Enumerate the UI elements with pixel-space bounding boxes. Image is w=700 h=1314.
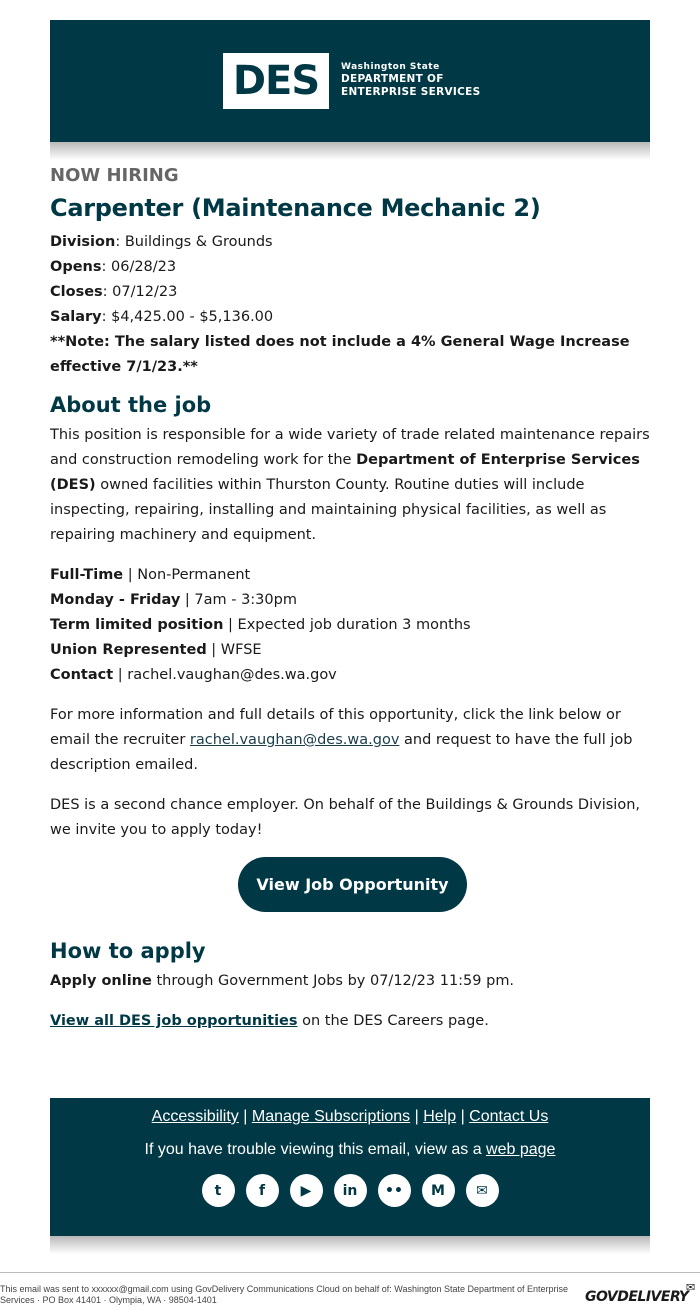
fact-label: Full-Time [50, 567, 124, 583]
about-heading: About the job [50, 393, 212, 417]
about-description [50, 423, 655, 548]
email-icon[interactable]: ✉ [466, 1174, 499, 1207]
linkedin-icon[interactable]: in [334, 1174, 367, 1207]
now-hiring-label: NOW HIRING [50, 165, 179, 186]
second-chance-paragraph: DES is a second chance employer. On behalf of the Buildings & Grounds Division, we invite you to apply today! [50, 797, 640, 838]
fact-value: | WFSE [206, 642, 262, 658]
twitter-icon[interactable]: t [202, 1174, 235, 1207]
fact-value: | Expected job duration 3 months [223, 617, 471, 633]
view-all-jobs-link[interactable]: View all DES job opportunities [50, 1013, 298, 1029]
opens-value: : 06/28/23 [101, 259, 177, 275]
email-footer [50, 1098, 650, 1236]
medium-icon[interactable]: M [422, 1174, 455, 1207]
facebook-icon[interactable]: f [246, 1174, 279, 1207]
recruiter-email-link[interactable]: rachel.vaughan@des.wa.gov [189, 732, 400, 748]
more-info-paragraph [50, 703, 655, 778]
salary-value: : $4,425.00 - $5,136.00 [101, 309, 274, 325]
careers-paragraph [50, 1009, 655, 1034]
fact-row [50, 588, 655, 613]
division-row [50, 230, 655, 255]
fact-row [50, 563, 655, 588]
about-text-bold: Department of Enterprise Services (DES) [50, 452, 640, 493]
closes-row [50, 280, 655, 305]
youtube-icon[interactable]: ▶ [290, 1174, 323, 1207]
logo-line-3: ENTERPRISE SERVICES [341, 86, 481, 98]
email-body [50, 160, 655, 1034]
fact-row [50, 638, 655, 663]
logo-line-2: DEPARTMENT OF [341, 73, 444, 85]
more-info-text-2: and request to have the full job description emailed. [50, 732, 633, 773]
header-shadow [50, 142, 650, 160]
closes-value: : 07/12/23 [102, 284, 178, 300]
footer-separator: | [238, 1108, 252, 1125]
govdelivery-envelope-icon: ✉ [686, 1281, 696, 1294]
button-wrapper [50, 857, 655, 912]
des-logo-text [341, 61, 480, 99]
division-label: Division [50, 234, 116, 250]
bottom-divider [0, 1272, 700, 1273]
how-to-apply-heading: How to apply [50, 939, 206, 963]
email-header [50, 20, 650, 142]
fact-label: Union Represented [50, 642, 207, 658]
flickr-icon[interactable]: •• [378, 1174, 411, 1207]
footer-shadow [50, 1236, 650, 1254]
manage-subscriptions-link[interactable]: Manage Subscriptions [251, 1108, 411, 1125]
footer-separator: | [410, 1108, 424, 1125]
division-value: : Buildings & Grounds [115, 234, 273, 250]
job-title: Carpenter (Maintenance Mechanic 2) [50, 194, 541, 222]
view-as-webpage-text: If you have trouble viewing this email, view as a [144, 1141, 487, 1158]
fact-label: Term limited position [50, 617, 224, 633]
opens-row [50, 255, 655, 280]
footer-links [50, 1107, 650, 1127]
fact-value: | rachel.vaughan@des.wa.gov [113, 667, 337, 683]
footer-separator: | [456, 1108, 470, 1125]
help-link[interactable]: Help [423, 1108, 457, 1125]
closes-label: Closes [50, 284, 103, 300]
sent-to-notice: This email was sent to xxxxxx@gmail.com using GovDelivery Communications Cloud on behalf of: Washington State Department of Enterprise Services · PO Box 41401 · Olympia, WA · 98504-1401 [0, 1284, 569, 1305]
job-details [50, 230, 655, 380]
fact-row [50, 613, 655, 638]
about-text-1: This position is responsible for a wide variety of trade related maintenance repairs and construction remodeling work for the [50, 427, 650, 468]
web-page-link[interactable]: web page [486, 1141, 556, 1158]
logo-line-1: Washington State [341, 62, 440, 72]
fact-row [50, 663, 655, 688]
about-text-2: owned facilities within Thurston County. Routine duties will include inspecting, repairing, installing and maintaining physical facilities, as well as repairing machinery and equipment. [50, 477, 607, 543]
salary-row [50, 305, 655, 330]
apply-online-paragraph [50, 969, 655, 994]
salary-label: Salary [50, 309, 102, 325]
job-facts [50, 563, 655, 688]
des-logo-mark: DES [223, 53, 329, 109]
more-info-text-1: For more information and full details of this opportunity, click the link below or email the recruiter [50, 707, 621, 748]
opens-label: Opens [50, 259, 102, 275]
view-job-opportunity-button[interactable]: View Job Opportunity [238, 857, 467, 912]
fact-value: | Non-Permanent [123, 567, 251, 583]
apply-online-text: through Government Jobs by 07/12/23 11:59 pm. [151, 973, 515, 989]
social-icons [50, 1174, 650, 1207]
accessibility-link[interactable]: Accessibility [151, 1108, 239, 1125]
contact-us-link[interactable]: Contact Us [469, 1108, 549, 1125]
salary-note: **Note: The salary listed does not include a 4% General Wage Increase effective 7/1/23.** [50, 334, 630, 375]
govdelivery-logo[interactable]: GOVDELIVERY [585, 1289, 689, 1305]
fact-value: | 7am - 3:30pm [180, 592, 297, 608]
view-as-webpage-line [50, 1140, 650, 1160]
apply-online-bold: Apply online [50, 973, 152, 989]
careers-suffix: on the DES Careers page. [297, 1013, 489, 1029]
fact-label: Monday - Friday [50, 592, 181, 608]
fact-label: Contact [50, 667, 114, 683]
